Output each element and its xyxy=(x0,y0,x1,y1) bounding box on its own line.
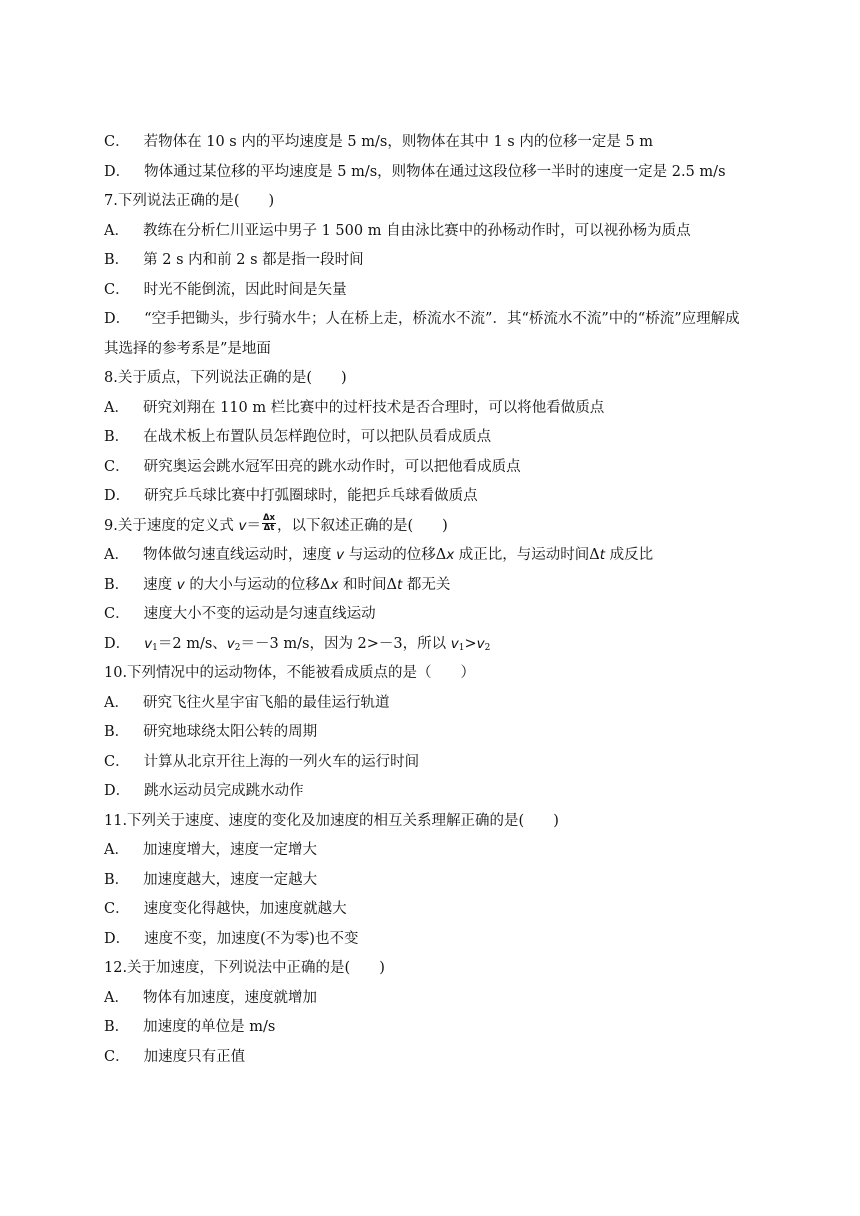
q10-option-d xyxy=(104,777,784,807)
option-letter: A． xyxy=(104,547,129,563)
option-letter: A． xyxy=(104,399,129,416)
velocity-symbol: v xyxy=(176,576,185,593)
option-text-3: > xyxy=(464,635,477,652)
option-letter: B． xyxy=(104,871,130,888)
equals-sign: ＝ xyxy=(246,517,261,534)
option-letter: D． xyxy=(104,783,131,799)
option-letter: C． xyxy=(104,458,130,475)
option-text: 加速度只有正值 xyxy=(143,1048,246,1065)
option-text-2: 的大小与运动的位移Δ xyxy=(184,576,331,593)
displacement-symbol: x xyxy=(446,547,455,563)
option-letter: B． xyxy=(104,576,130,593)
q10-stem: 10.下列情况中的运动物体，不能被看成质点的是（ ） xyxy=(104,665,476,681)
option-letter: C． xyxy=(104,134,130,150)
subscript: 2 xyxy=(234,642,241,653)
option-letter: C． xyxy=(104,753,130,770)
q9-option-c xyxy=(104,600,784,630)
q11-option-d xyxy=(104,925,784,955)
option-letter: B． xyxy=(104,429,130,445)
q6-option-c xyxy=(104,128,784,158)
q9-option-a xyxy=(104,541,784,571)
option-text-3: 成正比，与运动时间Δ xyxy=(454,547,600,563)
velocity-definition-fraction xyxy=(262,514,276,533)
q10-option-c xyxy=(104,748,784,778)
q9-stem-post: ，以下叙述正确的是( ) xyxy=(277,517,448,534)
q7-option-d-continuation: 其选择的参考系是”是地面 xyxy=(104,340,271,357)
q8-option-a xyxy=(104,394,784,424)
option-text-3: 和时间Δ xyxy=(338,576,397,593)
q7-option-a xyxy=(104,217,784,247)
fraction-numerator: Δx xyxy=(262,513,276,523)
velocity-symbol: v xyxy=(476,635,485,652)
q7-option-c xyxy=(104,276,784,306)
velocity-symbol: v xyxy=(336,547,345,563)
q8-option-c xyxy=(104,453,784,483)
q10-option-a xyxy=(104,689,784,719)
option-text: 计算从北京开往上海的一列火车的运行时间 xyxy=(143,753,420,770)
option-text: 研究奥运会跳水冠军田亮的跳水动作时，可以把他看成质点 xyxy=(143,458,521,475)
q11-option-a xyxy=(104,836,784,866)
q12-option-c xyxy=(104,1043,784,1073)
velocity-symbol: v xyxy=(144,635,153,652)
option-text: 教练在分析仁川亚运中男子 1 500 m 自由泳比赛中的孙杨动作时，可以视孙杨为质点 xyxy=(142,222,691,239)
q8-option-b xyxy=(104,423,784,453)
option-text: 在战术板上布置队员怎样跑位时，可以把队员看成质点 xyxy=(143,429,492,445)
q9-stem xyxy=(104,512,784,542)
q7-option-b xyxy=(104,246,784,276)
q9-option-b xyxy=(104,571,784,601)
exam-page xyxy=(104,128,784,1072)
option-text: 加速度的单位是 m/s xyxy=(143,1019,276,1035)
q11-option-b xyxy=(104,866,784,896)
q6-option-d xyxy=(104,158,784,188)
q9-option-d xyxy=(104,630,784,660)
time-symbol: t xyxy=(599,547,606,563)
subscript: 2 xyxy=(484,642,491,653)
option-letter: C． xyxy=(104,281,130,298)
option-text-2: 与运动的位移Δ xyxy=(344,547,447,563)
velocity-symbol: v xyxy=(226,635,235,652)
option-letter: D． xyxy=(104,311,131,327)
option-text: 第 2 s 内和前 2 s 都是指一段时间 xyxy=(143,252,364,268)
fraction-denominator: Δt xyxy=(263,523,275,533)
velocity-symbol: v xyxy=(450,635,459,652)
option-text: 若物体在 10 s 内的平均速度是 5 m/s，则物体在其中 1 s 内的位移一定是 5 m xyxy=(143,134,654,150)
q7-stem: 7.下列说法正确的是( ) xyxy=(104,193,275,209)
option-text: 加速度越大，速度一定越大 xyxy=(143,871,318,888)
option-text: 研究飞往火星宇宙飞船的最佳运行轨道 xyxy=(142,694,390,711)
option-text: “空手把锄头，步行骑水牛；人在桥上走，桥流水不流”．其“桥流水不流”中的“桥流”应理解成 xyxy=(144,311,740,327)
option-letter: D． xyxy=(104,163,131,180)
option-letter: D． xyxy=(104,488,131,504)
option-text: 速度大小不变的运动是匀速直线运动 xyxy=(143,606,376,622)
option-text-4: 成反比 xyxy=(605,547,654,563)
option-letter: A． xyxy=(104,694,129,711)
option-letter: A． xyxy=(104,842,129,858)
option-letter: C． xyxy=(104,606,130,622)
option-text-2: ＝－3 m/s，因为 2>－3，所以 xyxy=(240,635,451,652)
q8-stem: 8.关于质点，下列说法正确的是( ) xyxy=(104,370,347,386)
option-text: 研究地球绕太阳公转的周期 xyxy=(143,724,318,740)
option-text: 物体通过某位移的平均速度是 5 m/s，则物体在通过这段位移一半时的速度一定是 2.5 m/s xyxy=(144,163,726,180)
option-text: 加速度增大，速度一定增大 xyxy=(142,842,317,858)
option-text-1: 速度 xyxy=(143,576,177,593)
option-text-1: ＝2 m/s、 xyxy=(157,635,227,652)
option-letter: B． xyxy=(104,1019,130,1035)
time-symbol: t xyxy=(396,576,403,593)
q9-stem-pre: 9.关于速度的定义式 xyxy=(104,517,239,534)
option-text: 时光不能倒流，因此时间是矢量 xyxy=(143,281,347,298)
option-text-1: 物体做匀速直线运动时，速度 xyxy=(142,547,337,563)
subscript: 1 xyxy=(458,642,465,653)
q7-option-d xyxy=(104,305,784,335)
displacement-symbol: x xyxy=(330,576,339,593)
option-text: 速度不变，加速度(不为零)也不变 xyxy=(144,930,359,947)
q10-option-b xyxy=(104,718,784,748)
option-text: 研究乒乓球比赛中打弧圈球时，能把乒乓球看做质点 xyxy=(144,488,478,504)
option-letter: C． xyxy=(104,1048,130,1065)
option-text-4: 都无关 xyxy=(402,576,451,593)
q11-stem: 11.下列关于速度、速度的变化及加速度的相互关系理解正确的是( ) xyxy=(104,812,559,829)
option-letter: A． xyxy=(104,989,129,1006)
option-text: 跳水运动员完成跳水动作 xyxy=(144,783,304,799)
option-letter: D． xyxy=(104,635,131,652)
q12-option-b xyxy=(104,1013,784,1043)
q12-stem: 12.关于加速度，下列说法中正确的是( ) xyxy=(104,960,385,976)
option-letter: C． xyxy=(104,901,130,917)
velocity-symbol: v xyxy=(238,517,247,534)
option-letter: A． xyxy=(104,222,129,239)
q12-option-a xyxy=(104,984,784,1014)
option-text: 物体有加速度，速度就增加 xyxy=(142,989,317,1006)
q8-option-d xyxy=(104,482,784,512)
option-letter: B． xyxy=(104,252,130,268)
option-text: 速度变化得越快，加速度就越大 xyxy=(143,901,347,917)
option-letter: B． xyxy=(104,724,130,740)
subscript: 1 xyxy=(152,642,158,653)
q11-option-c xyxy=(104,895,784,925)
option-letter: D． xyxy=(104,930,131,947)
option-text: 研究刘翔在 110 m 栏比赛中的过杆技术是否合理时，可以将他看做质点 xyxy=(142,399,605,416)
